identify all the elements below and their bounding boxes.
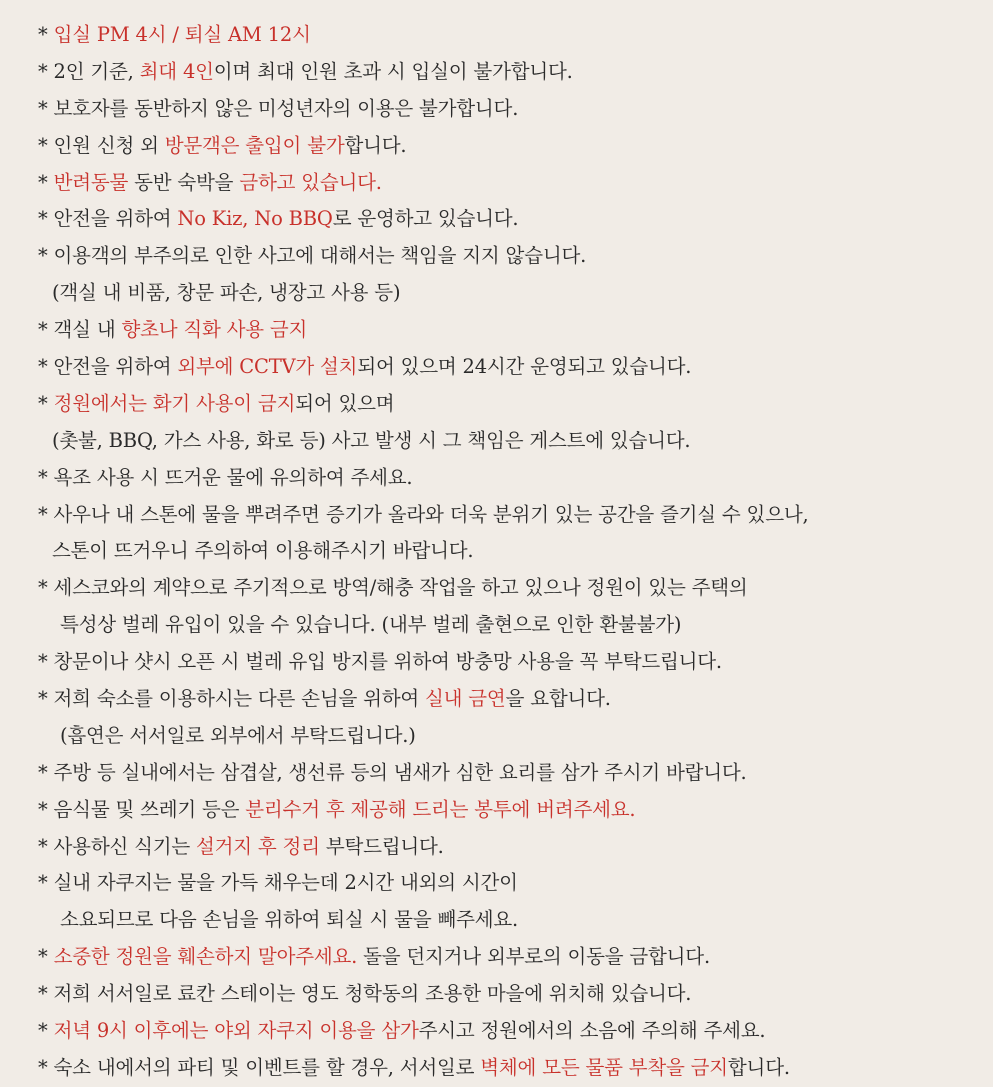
highlighted-text: 저녁 9시 이후에는 야외 자쿠지 이용을 삼가: [53, 1019, 419, 1043]
rule-text: * 욕조 사용 시 뜨거운 물에 유의하여 주세요.: [38, 465, 413, 489]
rule-line-continuation: [38, 607, 993, 644]
rule-line: [38, 497, 993, 534]
rule-line-continuation: [38, 902, 993, 939]
highlighted-text: No Kiz, No BBQ: [177, 207, 333, 231]
rule-text: *: [38, 23, 54, 46]
rule-text: * 안전을 위하여: [38, 355, 178, 379]
highlighted-text: 금하고 있습니다.: [239, 170, 382, 194]
rule-text: * 저희 서서일로 료칸 스테이는 영도 청학동의 조용한 마을에 위치해 있습니다.: [38, 982, 692, 1006]
rule-text: 을 요합니다.: [505, 687, 611, 711]
rule-text: *: [38, 1019, 54, 1043]
rule-line: [38, 17, 993, 54]
highlighted-text: 벽체에 모든 물품 부착을 금지: [480, 1055, 728, 1079]
highlighted-text: 입실 PM 4시 / 퇴실 AM 12시: [53, 23, 311, 46]
rule-line: [38, 939, 993, 976]
rule-text: *: [38, 391, 54, 415]
rule-text: 돌을 던지거나 외부로의 이동을 금합니다.: [357, 945, 710, 969]
rule-text: * 인원 신청 외: [38, 133, 165, 157]
rule-line: [38, 829, 993, 866]
rule-text: 합니다.: [344, 133, 407, 157]
rule-line: [38, 54, 993, 91]
rule-text: 되어 있으며: [295, 391, 395, 415]
rule-text: 스톤이 뜨거우니 주의하여 이용해주시기 바랍니다.: [52, 539, 474, 563]
rule-text: * 보호자를 동반하지 않은 미성년자의 이용은 불가합니다.: [38, 96, 519, 120]
highlighted-text: 외부에 CCTV가 설치: [177, 355, 358, 379]
rule-text: * 저희 숙소를 이용하시는 다른 손님을 위하여: [38, 687, 426, 711]
rule-line-continuation: [38, 533, 993, 570]
rule-line: [38, 1013, 993, 1050]
rule-text: 되어 있으며 24시간 운영되고 있습니다.: [357, 355, 692, 379]
highlighted-text: 반려동물: [53, 170, 129, 194]
highlighted-text: 분리수거 후 제공해 드리는 봉투에 버려주세요.: [245, 797, 636, 821]
rule-text: 이며 최대 인원 초과 시 입실이 불가합니다.: [213, 59, 573, 83]
rule-text: * 주방 등 실내에서는 삼겹살, 생선류 등의 냄새가 심한 요리를 삼가 주시기 바랍니다.: [38, 760, 747, 784]
rule-line: [38, 681, 993, 718]
rule-line: [38, 312, 993, 349]
rule-line: [38, 128, 993, 165]
rule-line: [38, 865, 993, 902]
rule-line: [38, 165, 993, 202]
rule-line: [38, 238, 993, 275]
rule-text: * 2인 기준,: [38, 59, 140, 83]
highlighted-text: 최대 4인: [139, 59, 214, 83]
rule-line: [38, 386, 993, 423]
rule-text: 소요되므로 다음 손님을 위하여 퇴실 시 물을 빼주세요.: [60, 908, 519, 932]
rule-text: 특성상 벌레 유입이 있을 수 있습니다. (내부 벌레 출현으로 인한 환불불가): [60, 613, 682, 637]
highlighted-text: 정원에서는 화기 사용이 금지: [53, 391, 296, 415]
rule-text: 주시고 정원에서의 소음에 주의해 주세요.: [418, 1019, 766, 1043]
rule-line: [38, 755, 993, 792]
rule-line: [38, 792, 993, 829]
rule-line-continuation: [38, 275, 993, 312]
rule-text: * 숙소 내에서의 파티 및 이벤트를 할 경우, 서서일로: [38, 1055, 481, 1079]
highlighted-text: 설거지 후 정리: [196, 834, 320, 858]
rule-text: (촛불, BBQ, 가스 사용, 화로 등) 사고 발생 시 그 책임은 게스트에 있습니다.: [52, 428, 691, 452]
highlighted-text: 향초나 직화 사용 금지: [121, 318, 308, 342]
highlighted-text: 실내 금연: [425, 687, 506, 711]
rule-text: 동반 숙박을: [128, 170, 240, 194]
rule-text: * 음식물 및 쓰레기 등은: [38, 797, 246, 821]
rule-text: * 실내 자쿠지는 물을 가득 채우는데 2시간 내외의 시간이: [38, 871, 518, 895]
highlighted-text: 소중한 정원을 훼손하지 말아주세요.: [53, 945, 358, 969]
rule-line-continuation: [38, 718, 993, 755]
rule-text: * 객실 내: [38, 318, 122, 342]
rule-text: (흡연은 서서일로 외부에서 부탁드립니다.): [60, 723, 416, 747]
rule-line: [38, 1050, 993, 1087]
rule-text: * 창문이나 샷시 오픈 시 벌레 유입 방지를 위하여 방충망 사용을 꼭 부탁드립니다.: [38, 650, 722, 674]
rule-line: [38, 201, 993, 238]
rule-text: * 안전을 위하여: [38, 207, 178, 231]
rule-text: * 이용객의 부주의로 인한 사고에 대해서는 책임을 지지 않습니다.: [38, 244, 587, 268]
rule-text: * 사용하신 식기는: [38, 834, 197, 858]
rule-line: [38, 570, 993, 607]
rule-line: [38, 349, 993, 386]
rule-text: 로 운영하고 있습니다.: [332, 207, 519, 231]
rule-text: 합니다.: [727, 1055, 790, 1079]
highlighted-text: 방문객은 출입이 불가: [164, 133, 345, 157]
rule-text: * 세스코와의 계약으로 주기적으로 방역/해충 작업을 하고 있으나 정원이 있는 주택의: [38, 576, 748, 600]
rule-line-continuation: [38, 423, 993, 460]
rule-line: [38, 460, 993, 497]
rule-text: *: [38, 945, 54, 969]
rule-line: [38, 976, 993, 1013]
rule-text: (객실 내 비품, 창문 파손, 냉장고 사용 등): [52, 281, 401, 305]
rule-line: [38, 91, 993, 128]
rule-text: * 사우나 내 스톤에 물을 뿌려주면 증기가 올라와 더욱 분위기 있는 공간을 즐기실 수 있으나,: [38, 502, 809, 526]
rule-line: [38, 644, 993, 681]
rule-text: 부탁드립니다.: [319, 834, 444, 858]
rule-text: *: [38, 170, 54, 194]
